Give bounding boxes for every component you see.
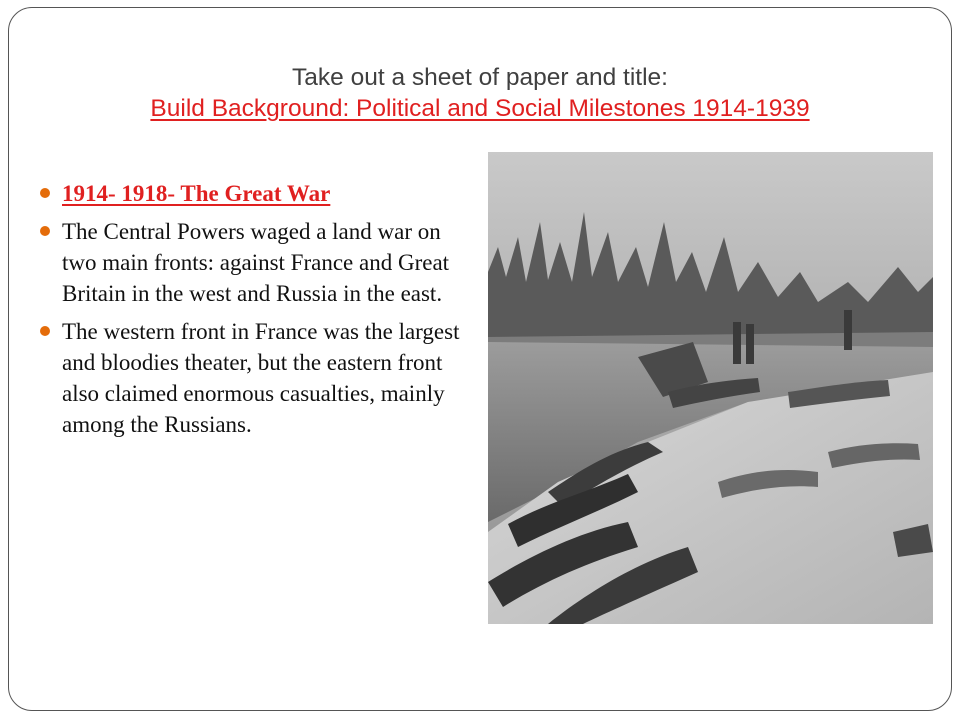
slide-title — [0, 62, 960, 124]
war-beach-photo — [488, 152, 933, 624]
bullet-text: The Central Powers waged a land war on two main fronts: against France and Great Britain in the west and Russia in the east. — [62, 219, 450, 306]
bullet-icon — [40, 326, 50, 336]
title-line-2: Build Background: Political and Social Milestones 1914-1939 — [150, 95, 810, 122]
bullet-icon — [40, 188, 50, 198]
bullet-item-heading — [40, 178, 460, 209]
bullet-item-fronts — [40, 216, 460, 309]
bullet-heading-text: 1914- 1918- The Great War — [62, 181, 331, 206]
bullet-icon — [40, 226, 50, 236]
bullet-list — [40, 178, 460, 447]
photo-illustration — [488, 152, 933, 624]
bullet-text: The western front in France was the largest and bloodies theater, but the eastern front also claimed enormous casualties, mainly among the Russians. — [62, 319, 460, 437]
title-line-1: Take out a sheet of paper and title: — [292, 64, 668, 91]
bullet-item-western-front — [40, 316, 460, 440]
